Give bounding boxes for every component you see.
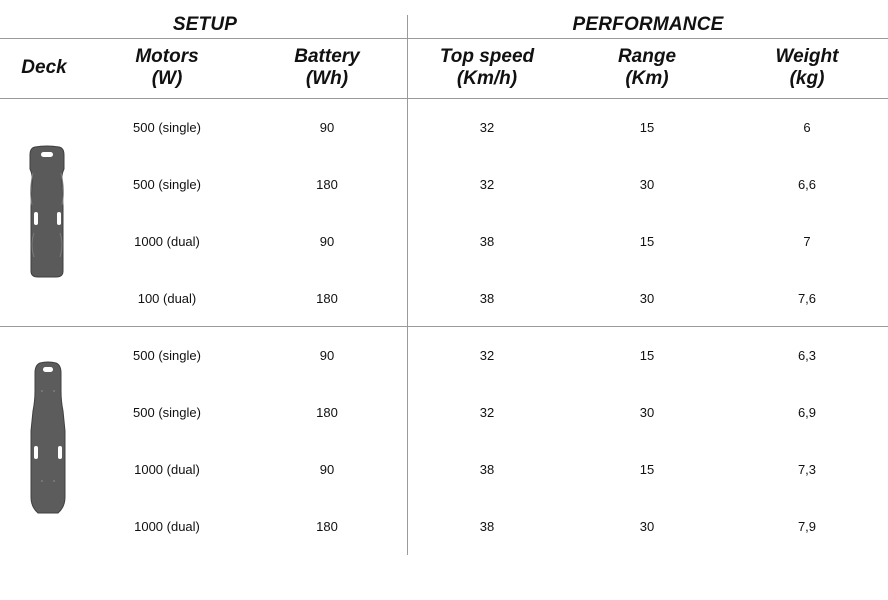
cell-top-speed: 32 — [479, 348, 495, 363]
column-header-battery-unit: (Wh) — [305, 68, 349, 89]
column-header-range — [577, 46, 717, 90]
cell-range: 15 — [639, 120, 655, 135]
column-header-top-speed-unit: (Km/h) — [456, 68, 518, 89]
cell-motors: 1000 (dual) — [134, 519, 200, 534]
column-header-weight — [737, 46, 877, 90]
cell-range: 30 — [639, 177, 655, 192]
cell-range: 15 — [639, 234, 655, 249]
cell-battery: 180 — [316, 291, 338, 306]
cell-weight: 7,6 — [797, 291, 817, 306]
column-header-weight-unit: (kg) — [789, 68, 825, 89]
cell-weight: 6,9 — [797, 405, 817, 420]
cell-motors: 500 (single) — [133, 120, 201, 135]
skateboard-deck-2-icon — [28, 361, 68, 517]
cell-top-speed: 38 — [479, 519, 495, 534]
column-header-top-speed — [417, 46, 557, 90]
column-header-top-speed-label: Top speed — [439, 46, 535, 67]
column-header-weight-label: Weight — [775, 46, 839, 67]
cell-top-speed: 38 — [479, 462, 495, 477]
group-title-performance: PERFORMANCE — [572, 14, 724, 35]
cell-range: 30 — [639, 519, 655, 534]
cell-battery: 180 — [316, 519, 338, 534]
cell-battery: 90 — [319, 234, 335, 249]
cell-motors: 1000 (dual) — [134, 462, 200, 477]
cell-top-speed: 38 — [479, 291, 495, 306]
header-divider-bottom — [0, 98, 888, 99]
column-header-battery-label: Battery — [294, 46, 360, 67]
cell-weight: 7,9 — [797, 519, 817, 534]
cell-top-speed: 32 — [479, 177, 495, 192]
cell-range: 30 — [639, 405, 655, 420]
cell-motors: 100 (dual) — [137, 291, 197, 306]
section-divider — [407, 15, 408, 555]
cell-range: 15 — [639, 348, 655, 363]
header-divider-top — [0, 38, 888, 39]
column-header-deck — [6, 57, 82, 79]
cell-battery: 90 — [319, 120, 335, 135]
deck-group-divider — [0, 326, 888, 327]
cell-top-speed: 32 — [479, 405, 495, 420]
cell-weight: 7 — [803, 234, 811, 249]
cell-battery: 180 — [316, 405, 338, 420]
cell-motors: 500 (single) — [133, 177, 201, 192]
column-header-deck-label: Deck — [21, 57, 67, 78]
cell-motors: 500 (single) — [133, 348, 201, 363]
cell-top-speed: 38 — [479, 234, 495, 249]
cell-motors: 500 (single) — [133, 405, 201, 420]
column-header-range-label: Range — [617, 46, 677, 67]
cell-weight: 7,3 — [797, 462, 817, 477]
group-title-setup: SETUP — [172, 14, 238, 35]
column-header-motors-label: Motors — [135, 46, 199, 67]
column-header-motors — [97, 46, 237, 90]
cell-range: 15 — [639, 462, 655, 477]
cell-battery: 180 — [316, 177, 338, 192]
skateboard-deck-1-icon — [26, 145, 68, 279]
cell-weight: 6,6 — [797, 177, 817, 192]
cell-motors: 1000 (dual) — [134, 234, 200, 249]
column-header-motors-unit: (W) — [151, 68, 183, 89]
column-header-range-unit: (Km) — [625, 68, 669, 89]
cell-battery: 90 — [319, 348, 335, 363]
column-header-battery — [257, 46, 397, 90]
cell-range: 30 — [639, 291, 655, 306]
cell-top-speed: 32 — [479, 120, 495, 135]
cell-battery: 90 — [319, 462, 335, 477]
cell-weight: 6,3 — [797, 348, 817, 363]
cell-weight: 6 — [803, 120, 811, 135]
